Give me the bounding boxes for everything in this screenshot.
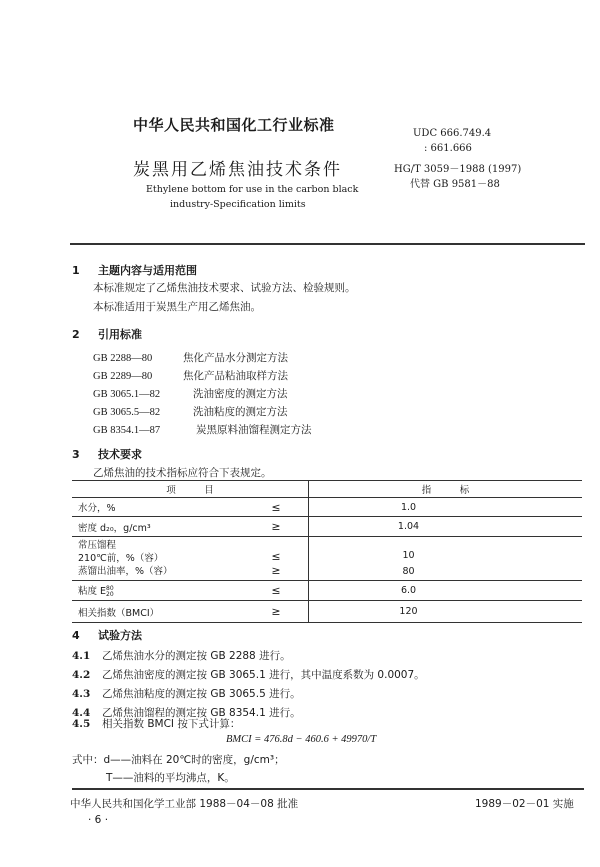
- item-label-line: 210℃前，%（容）: [78, 553, 164, 564]
- reference-name: 炭黑原料油馏程测定方法: [196, 424, 312, 436]
- section-3-heading: [72, 446, 142, 462]
- operator-2: ≥: [271, 563, 281, 577]
- value-2: 80: [402, 565, 415, 577]
- item-text: 乙烯焦油密度的测定按 GB 3065.1 进行，其中温度系数为 0.0007。: [102, 669, 425, 681]
- reference-item: [93, 386, 288, 401]
- subscript: 20: [106, 590, 114, 598]
- item-value: [309, 537, 583, 581]
- item-label: [72, 581, 244, 601]
- effective-date: 1989－02－01 实施: [475, 798, 574, 810]
- udc-code-cont: : 661.666: [424, 143, 472, 154]
- reference-item: [93, 422, 312, 437]
- item-value: 6.0: [309, 581, 583, 601]
- item-label: 密度 d₂₀，g/cm³: [78, 522, 151, 534]
- header-item: 项 目: [166, 485, 214, 496]
- reference-name: 洗油密度的测定方法: [193, 388, 288, 400]
- footer-divider: [72, 788, 584, 790]
- bmci-formula: BMCI = 476.8d − 460.6 + 49970/T: [226, 734, 377, 745]
- section-title: 试验方法: [98, 629, 142, 642]
- operator: [244, 537, 309, 581]
- standard-category: 中华人民共和国化工行业标准: [133, 116, 335, 134]
- page-number: · 6 ·: [88, 814, 109, 826]
- reference-code: GB 2289—80: [93, 371, 153, 382]
- section-number: 4: [72, 629, 80, 642]
- reference-code: GB 3065.1—82: [93, 389, 161, 400]
- item-text: 乙烯焦油粘度的测定按 GB 3065.5 进行。: [102, 688, 301, 700]
- where-label: 式中：: [72, 754, 104, 766]
- reference-code: GB 3065.5—82: [93, 407, 161, 418]
- spec-table: [72, 480, 582, 623]
- value-1: 10: [402, 549, 415, 561]
- reference-code: GB 8354.1—87: [93, 425, 161, 436]
- reference-item: [93, 350, 288, 365]
- item-value: 1.04: [309, 517, 583, 537]
- section-1-heading: [72, 262, 197, 278]
- reference-item: [93, 404, 288, 419]
- table-intro: 乙烯焦油的技术指标应符合下表规定。: [93, 467, 272, 479]
- item-number: 4.2: [72, 669, 91, 681]
- standard-number: HG/T 3059－1988 (1997): [394, 164, 522, 175]
- table-row: [72, 537, 582, 581]
- operator: ≥: [271, 605, 281, 618]
- item-label: 相关指数（BMCI）: [78, 607, 160, 619]
- operator: ≤: [271, 584, 281, 597]
- table-row: [72, 498, 582, 517]
- table-row: [72, 517, 582, 537]
- udc-code: UDC 666.749.4: [413, 128, 492, 139]
- section-number: 1: [72, 264, 80, 277]
- english-title-line1: Ethylene bottom for use in the carbon black: [146, 184, 359, 195]
- item-text: 相关指数 BMCI 按下式计算：: [102, 718, 241, 730]
- reference-item: [93, 368, 288, 383]
- document-title: 炭黑用乙烯焦油技术条件: [133, 160, 342, 180]
- item-value: 1.0: [309, 498, 583, 517]
- item-text: 乙烯焦油馏程的测定按 GB 8354.1 进行。: [102, 707, 301, 719]
- item-text: 乙烯焦油水分的测定按 GB 2288 进行。: [102, 650, 291, 662]
- item-value: 120: [309, 601, 583, 623]
- section-number: 2: [72, 328, 80, 341]
- item-label-scripts: [106, 586, 114, 598]
- section-number: 3: [72, 448, 80, 461]
- test-method-item: [72, 648, 291, 663]
- item-label-line: 常压馏程: [78, 540, 117, 551]
- operator-1: ≤: [271, 549, 281, 563]
- item-label: 水分，%: [78, 503, 116, 514]
- test-method-item: [72, 667, 425, 682]
- reference-code: GB 2288—80: [93, 353, 153, 364]
- header-value: 指 标: [309, 481, 583, 498]
- approval-note: 中华人民共和国化学工业部 1988－04－08 批准: [70, 798, 299, 810]
- section-2-heading: [72, 326, 142, 342]
- item-label-line: 蒸馏出油率，%（容）: [78, 566, 173, 577]
- item-label-text: 粘度 E: [78, 586, 107, 598]
- section-4-heading: [72, 627, 142, 643]
- item-number: 4.5: [72, 718, 91, 730]
- test-method-item: [72, 716, 240, 731]
- item-label: [72, 537, 244, 581]
- header-divider: [70, 243, 585, 245]
- item-number: 4.3: [72, 688, 91, 700]
- reference-name: 洗油粘度的测定方法: [193, 406, 288, 418]
- operator: ≤: [271, 500, 281, 514]
- table-header-row: [72, 481, 582, 498]
- legend-d: d——油料在 20℃时的密度，g/cm³；: [103, 754, 285, 766]
- paragraph: 本标准规定了乙烯焦油技术要求、试验方法、检验规则。: [93, 282, 356, 294]
- item-number: 4.4: [72, 707, 91, 719]
- formula-legend-d: [72, 752, 285, 767]
- reference-name: 焦化产品粘油取样方法: [183, 370, 288, 382]
- section-title: 引用标准: [98, 328, 142, 341]
- table-row: [72, 581, 582, 601]
- paragraph: 本标准适用于炭黑生产用乙烯焦油。: [93, 301, 261, 313]
- replaces-standard: 代替 GB 9581－88: [410, 179, 500, 190]
- english-title-line2: industry-Specification limits: [170, 199, 306, 210]
- operator: ≥: [271, 520, 281, 533]
- test-method-item: [72, 686, 301, 701]
- formula-legend-t: T——油料的平均沸点，K。: [106, 772, 235, 784]
- superscript: 80: [106, 584, 114, 592]
- section-title: 主题内容与适用范围: [98, 264, 197, 277]
- reference-name: 焦化产品水分测定方法: [183, 352, 288, 364]
- item-number: 4.1: [72, 650, 91, 662]
- section-title: 技术要求: [98, 448, 142, 461]
- table-row: [72, 601, 582, 623]
